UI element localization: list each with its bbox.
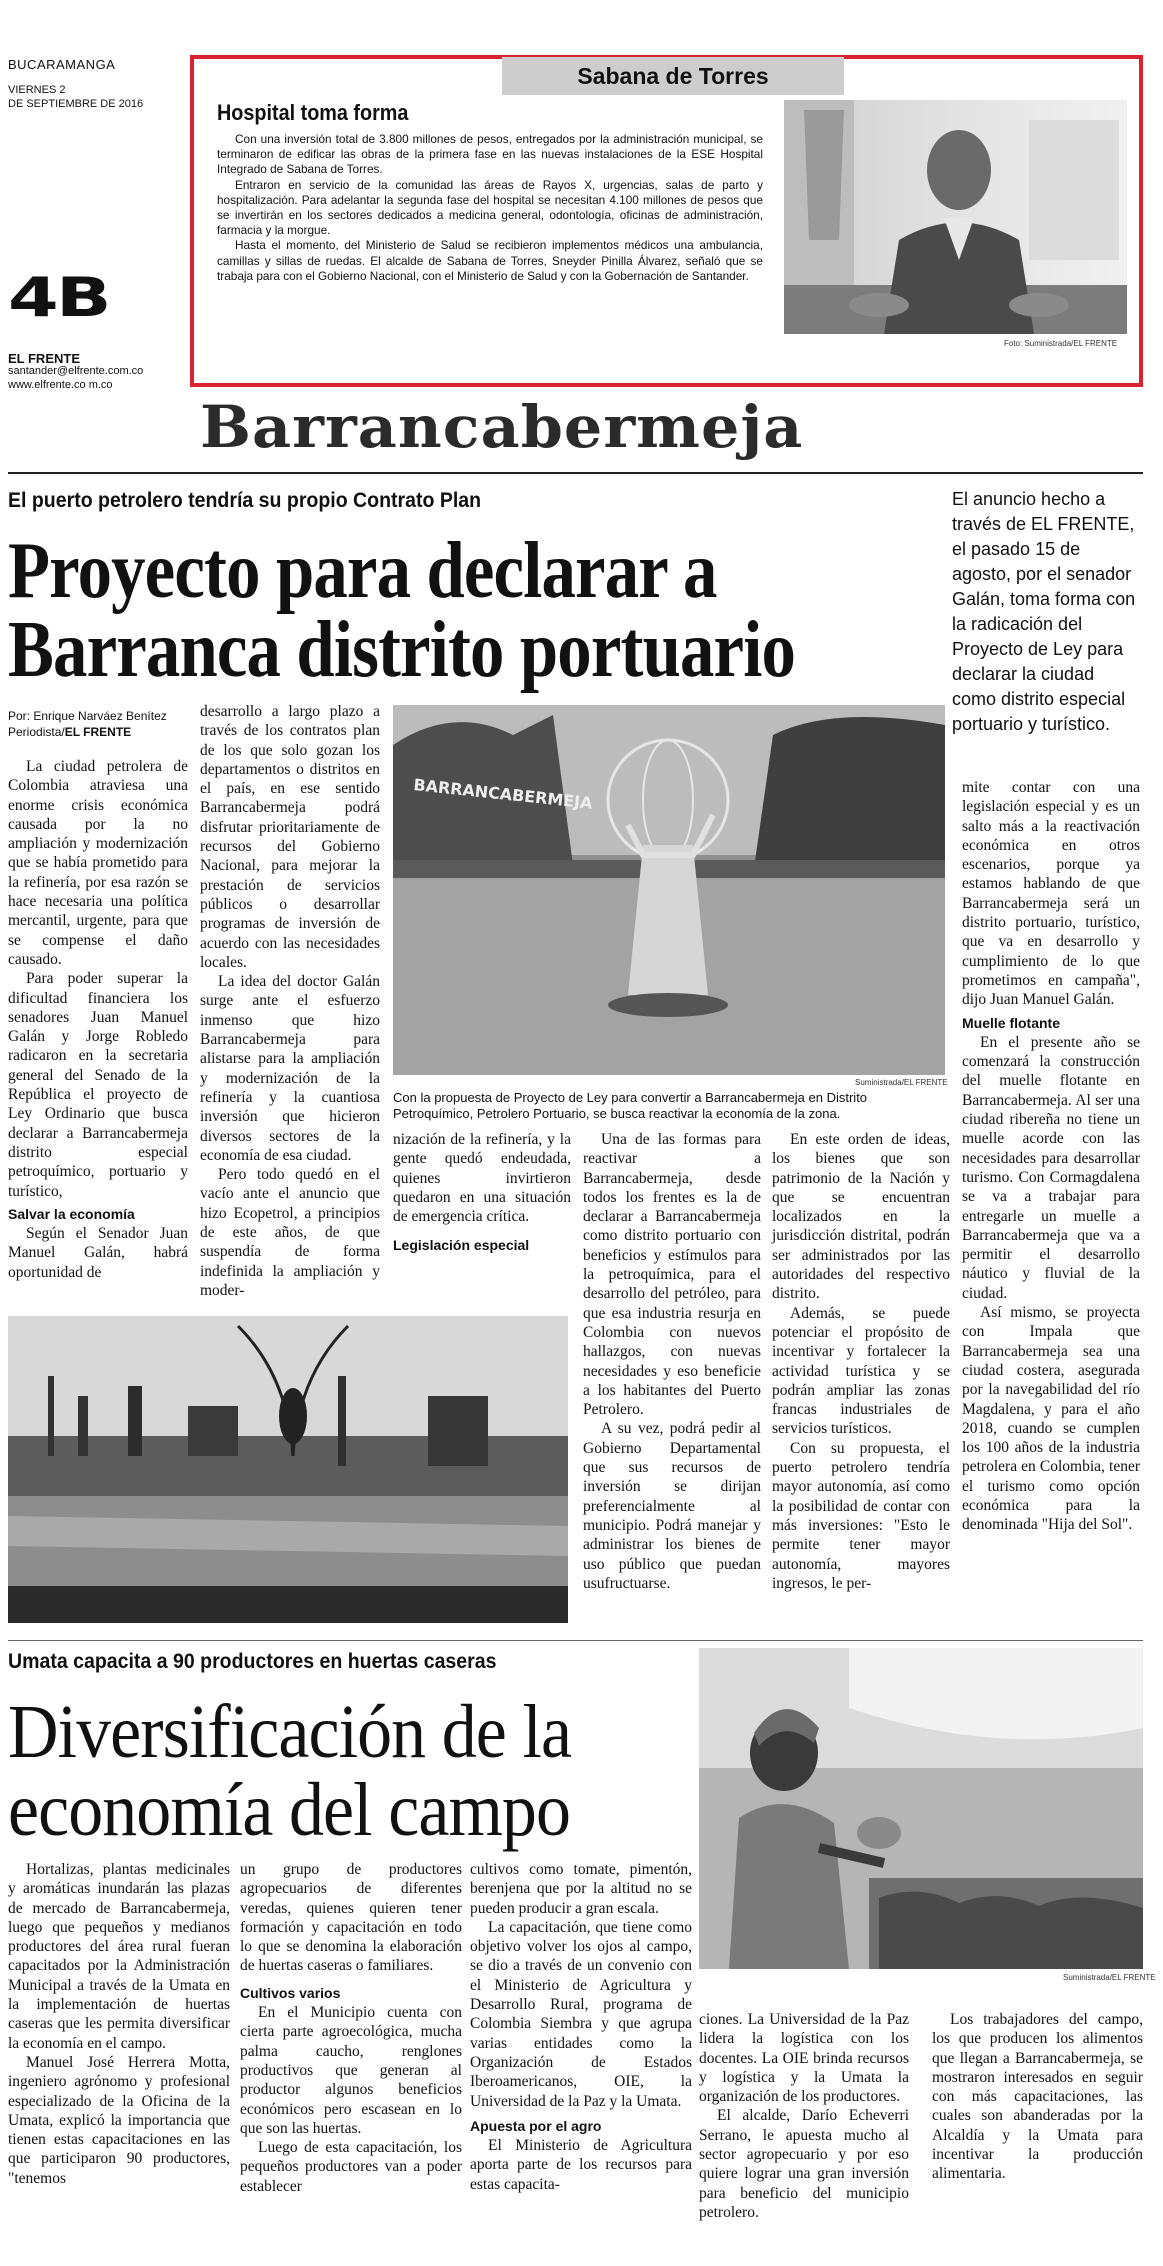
a2-col1-p1: Hortalizas, plantas medicinales y aromáticas inundarán las plazas de mercado de Barrancabermeja, luego que pequeños y medianos productores del área rural fueran capacitados por la Administración Municipal a través de la Umata en la implementación de huertas caseras que les permita diversificar la economía en el campo. — [8, 1861, 230, 2052]
sabana-p1: Con una inversión total de 3.800 millones de pesos, entregados por la administración municipal, se terminaron de edificar las obras de la primera fase en las nuevas instalaciones de la ESE Hospital Integrado de Sabana de Torres. — [217, 132, 763, 177]
a1-col2-p1: desarrollo a largo plazo a través de los contratos plan de los que solo gozan los departamentos o distritos en el país, en ese sentido Barrancabermeja podrá disfrutar prioritariamente de recursos del Gobierno Nacional, para mejorar la prestación de servicios públicos o desarrollar programas de inversión de acuerdo con las necesidades locales. — [200, 703, 380, 971]
sabana-photo-credit: Foto: Suministrada/EL FRENTE — [1004, 339, 1118, 348]
article1-col5 — [772, 1130, 950, 1630]
sabana-section-label-text: Sabana de Torres — [577, 63, 769, 89]
a1-col6-sub: Muelle flotante — [962, 1014, 1061, 1031]
article2-col1 — [8, 1860, 230, 2260]
sabana-photo — [784, 100, 1127, 334]
article1-col3 — [393, 1130, 571, 1330]
a1-col1-p1: La ciudad petrolera de Colombia atraviesa una enorme crisis económica causada por la no ampliación y modernización que se había prometido para la refinería, por esa razón se hace necesaria una política mercantil, urgente, para que se compense el daño causado. — [8, 758, 188, 968]
a2-col5-p1: Los trabajadores del campo, los que producen los alimentos que llegan a Barrancabermeja, se mostraron interesados en seguir con más capacitaciones, las cuales son abanderadas por la Alcaldía y la Umata para incentivar la producción alimentaria. — [932, 2011, 1143, 2183]
article1-photo-caption: Con la propuesta de Proyecto de Ley para convertir a Barrancabermeja en Distrito Petroquímico, Petrolero Portuario, se busca reactivar la economía de la zona. — [393, 1090, 868, 1121]
article2-headline-line2: economía del campo — [8, 1768, 570, 1852]
a2-col1-p2: Manuel José Herrera Motta, ingeniero agrónomo y profesional especializado de la Oficina de la Umata, explicó la importancia que tienen estas capacitaciones en las que participaron 90 productores, "tenemos — [8, 2053, 230, 2187]
byline-role — [8, 724, 167, 740]
article1-headline-line1: Proyecto para declarar a — [8, 527, 717, 615]
a1-col2-p2: La idea del doctor Galán surge ante el esfuerzo inmenso que hizo Barrancabermeja para alistarse para la ampliación y modernización de la refinería y la cuantiosa inversión que hicieron diversos sectores de la economía de esa ciudad. — [200, 973, 380, 1164]
a1-col6-p1: mite contar con una legislación especial y es un salto más a la reactivación económica en otros escenarios, porque ya estamos hablando de que Barrancabermeja será un distrito portuario, turístico, que va en desarrollo y cumplimiento de lo que prometimos en campaña", dijo Juan Manuel Galán. — [962, 779, 1140, 1009]
monument-graphic — [393, 705, 945, 1075]
a1-col4-p2: A su vez, podrá pedir al Gobierno Departamental que sus recursos de inversión se dirijan preferencialmente al municipio. Podrá manejar y administrar los bienes de uso público que puedan usufructuarse. — [583, 1420, 761, 1592]
sabana-section-label — [502, 57, 844, 95]
a2-col3-p2: La capacitación, que tiene como objetivo volver los ojos al campo, se dio a través de un convenio con el Ministerio de Agricultura y Desarrollo Rural, programa de Colombia Siembra y que agrupa varias entidades como la Organización de Estados Iberoamericanos, OIE, la Universidad de la Paz y la Umata. — [470, 1918, 692, 2110]
article2-headline-line1: Diversificación de la — [8, 1690, 572, 1774]
a1-col5-p3: Con su propuesta, el puerto petrolero tendría mayor autonomía, así como la posibilidad de contar con más inversiones: "Esto le permite tener mayor autonomía, mayores ingresos, le per- — [772, 1439, 950, 1592]
article2-photo-credit: Suministrada/EL FRENTE — [1063, 1973, 1156, 1982]
byline-pub: EL FRENTE — [64, 725, 132, 739]
a2-col2-p3: Luego de esta capacitación, los pequeños productores van a poder establecer — [240, 2139, 462, 2195]
article1-col2 — [200, 702, 380, 1299]
article1-photo-credit: Suministrada/EL FRENTE — [855, 1078, 948, 1087]
city-label: BUCARAMANGA — [8, 57, 116, 72]
a1-col4-p1: Una de las formas para reactivar a Barrancabermeja, desde todos los frentes es la de declarar a Barrancabermeja como distrito portuario con beneficios y estímulos para la petroquímica, para el desarrollo del petróleo, para que esa industria resurja en Colombia con nuevos hallazgos, con nuevas necesidades y eso beneficie a los habitantes del Puerto Petrolero. — [583, 1131, 761, 1419]
article2-col5 — [932, 2010, 1143, 2260]
a2-col4-p2: El alcalde, Darío Echeverri Serrano, le apuesta mucho al sector agropecuario y por eso quiere lograr una gran inversión para beneficio del municipio petrolero. — [699, 2107, 909, 2221]
a1-col6-p3: Así mismo, se proyecta con Impala que Barrancabermeja sea una ciudad costera, asegurada por la navegabilidad del río Magdalena, y para el año 2018, cuando se cumplen los 100 años de la industria petrolera en Colombia, tener el turismo como opción económica para la denominada "Hija del Sol". — [962, 1304, 1140, 1534]
date-line2: DE SEPTIEMBRE DE 2016 — [8, 98, 144, 110]
a2-col2-p2: En el Municipio cuenta con cierta parte agroecológica, mucha palma caucho, renglones productivos que generan al productor algunos beneficios económicos pero escasean en lo que son las huertas. — [240, 2004, 462, 2137]
article1-photo-refinery — [8, 1316, 568, 1623]
section-title: Barrancabermeja — [200, 393, 804, 461]
date-line1: VIERNES 2 — [8, 84, 66, 96]
sabana-body — [217, 132, 763, 284]
contact-email[interactable]: santander@elfrente.com.co — [8, 365, 144, 377]
publication-name: EL FRENTE — [8, 351, 80, 366]
a2-col3-sub: Apuesta por el agro — [470, 2117, 602, 2134]
article-divider — [8, 1640, 1143, 1641]
a2-col4-p1: ciones. La Universidad de la Paz lidera la logística con los docentes. La OIE brinda recursos y logística y la Umata la organización de los productores. — [699, 2011, 909, 2106]
article1-col6 — [962, 778, 1140, 1630]
a1-col3-sub: Legislación especial — [393, 1237, 530, 1254]
article2-col3 — [470, 1860, 692, 2260]
monument-sign: BARRANCABERMEJA — [412, 775, 594, 813]
sabana-photo-graphic — [784, 100, 1127, 334]
article2-kicker: Umata capacita a 90 productores en huertas caseras — [8, 1650, 497, 1673]
page-number: 4B — [8, 266, 109, 329]
sabana-p3: Hasta el momento, del Ministerio de Salud se recibieron implementos médicos una ambulancia, camillas y sillas de ruedas. El alcalde de Sabana de Torres, Sneyder Pinilla Álvarez, señaló que se trabaja para con el Gobierno Nacional, con el Ministerio de Salud y con la Gobernación de Santander. — [217, 238, 763, 283]
article1-sidebar: El anuncio hecho a través de EL FRENTE, el pasado 15 de agosto, por el senador Galán, toma forma con la radicación del Proyecto de Ley para declarar la ciudad como distrito especial portuario y turístico. — [952, 489, 1136, 734]
farmer-graphic — [699, 1648, 1143, 1969]
article1-col4 — [583, 1130, 761, 1630]
a1-col5-p2: Además, se puede potenciar el propósito de incentivar y fortalecer la actividad turística y se podrán ampliar las zonas francas industriales de servicios turísticos. — [772, 1304, 950, 1438]
article1-col1 — [8, 757, 188, 1309]
byline-role-text: Periodista/ — [8, 725, 65, 739]
byline-name: Por: Enrique Narváez Benítez — [8, 709, 167, 723]
article1-photo-monument — [393, 705, 945, 1075]
a2-col2-p1: un grupo de productores agropecuarios de diferentes veredas, quienes quieren tener formación y capacitación en todo lo que se denomina la elaboración de huertas caseras o familiares. — [240, 1861, 462, 1975]
a1-col1-sub: Salvar la economía — [8, 1205, 135, 1222]
article2-col4 — [699, 2010, 909, 2260]
a1-col2-p3: Pero todo quedó en el vacío ante el anuncio que hizo Ecopetrol, a principios de este años, de que suspendía de forma indefinida la ampliación y moder- — [200, 1166, 380, 1299]
article1-headline-line2: Barranca distrito portuario — [8, 606, 795, 694]
a2-col2-sub: Cultivos varios — [240, 1984, 341, 2001]
a1-col1-p2: Para poder superar la dificultad financiera los senadores Juan Manuel Galán y Jorge Robledo radicaron en la secretaria general del Senado de la República el proyecto de Ley Ordinario que busca declarar a Barrancabermeja distrito especial petroquímico, portuario y turístico, — [8, 970, 188, 1200]
section-rule — [8, 472, 1143, 474]
article1-byline — [8, 708, 167, 740]
a2-col3-p1: cultivos como tomate, pimentón, berenjena que por la altitud no se pueden producir a gran escala. — [470, 1861, 692, 1917]
a2-col3-p3: El Ministerio de Agricultura aporta parte de los recursos para estas capacita- — [470, 2137, 692, 2193]
refinery-graphic — [8, 1316, 568, 1623]
a1-col3-p1: nización de la refinería, y la gente quedó endeudada, quienes invirtieron quedaron en una situación de emergencia crítica. — [393, 1131, 571, 1226]
article2-photo-farmer — [699, 1648, 1143, 1969]
a1-col5-p1: En este orden de ideas, los bienes que son patrimonio de la Nación y que se encuentran localizados en la jurisdicción distrital, podrán ser administrados por las autoridades del respectivo distrito. — [772, 1131, 950, 1303]
a1-col6-p2: En el presente año se comenzará la construcción del muelle flotante en Barrancabermeja. Al ser una ciudad ribereña no tiene un muelle acorde con las necesidades para desarrollar turismo. Con Cormagdalena se va a trabajar para entregarle un muelle a Barrancabermeja que va a permitir el desarrollo náutico y fluvial de la ciudad. — [962, 1033, 1140, 1302]
article2-col2 — [240, 1860, 462, 2260]
sabana-headline: Hospital toma forma — [217, 100, 409, 125]
contact-web[interactable]: www.elfrente.co m.co — [8, 379, 113, 391]
article1-kicker: El puerto petrolero tendría su propio Contrato Plan — [8, 489, 482, 512]
a1-col1-p3: Según el Senador Juan Manuel Galán, habrá oportunidad de — [8, 1225, 188, 1281]
sabana-p2: Entraron en servicio de la comunidad las áreas de Rayos X, urgencias, salas de parto y hospitalización. Para adelantar la segunda fase del hospital se necesitan 4.100 millones de pesos que se invertirán en los sectores dedicados a medicina general, odontología, oficinas de administración, farmacia y la morgue. — [217, 177, 763, 238]
